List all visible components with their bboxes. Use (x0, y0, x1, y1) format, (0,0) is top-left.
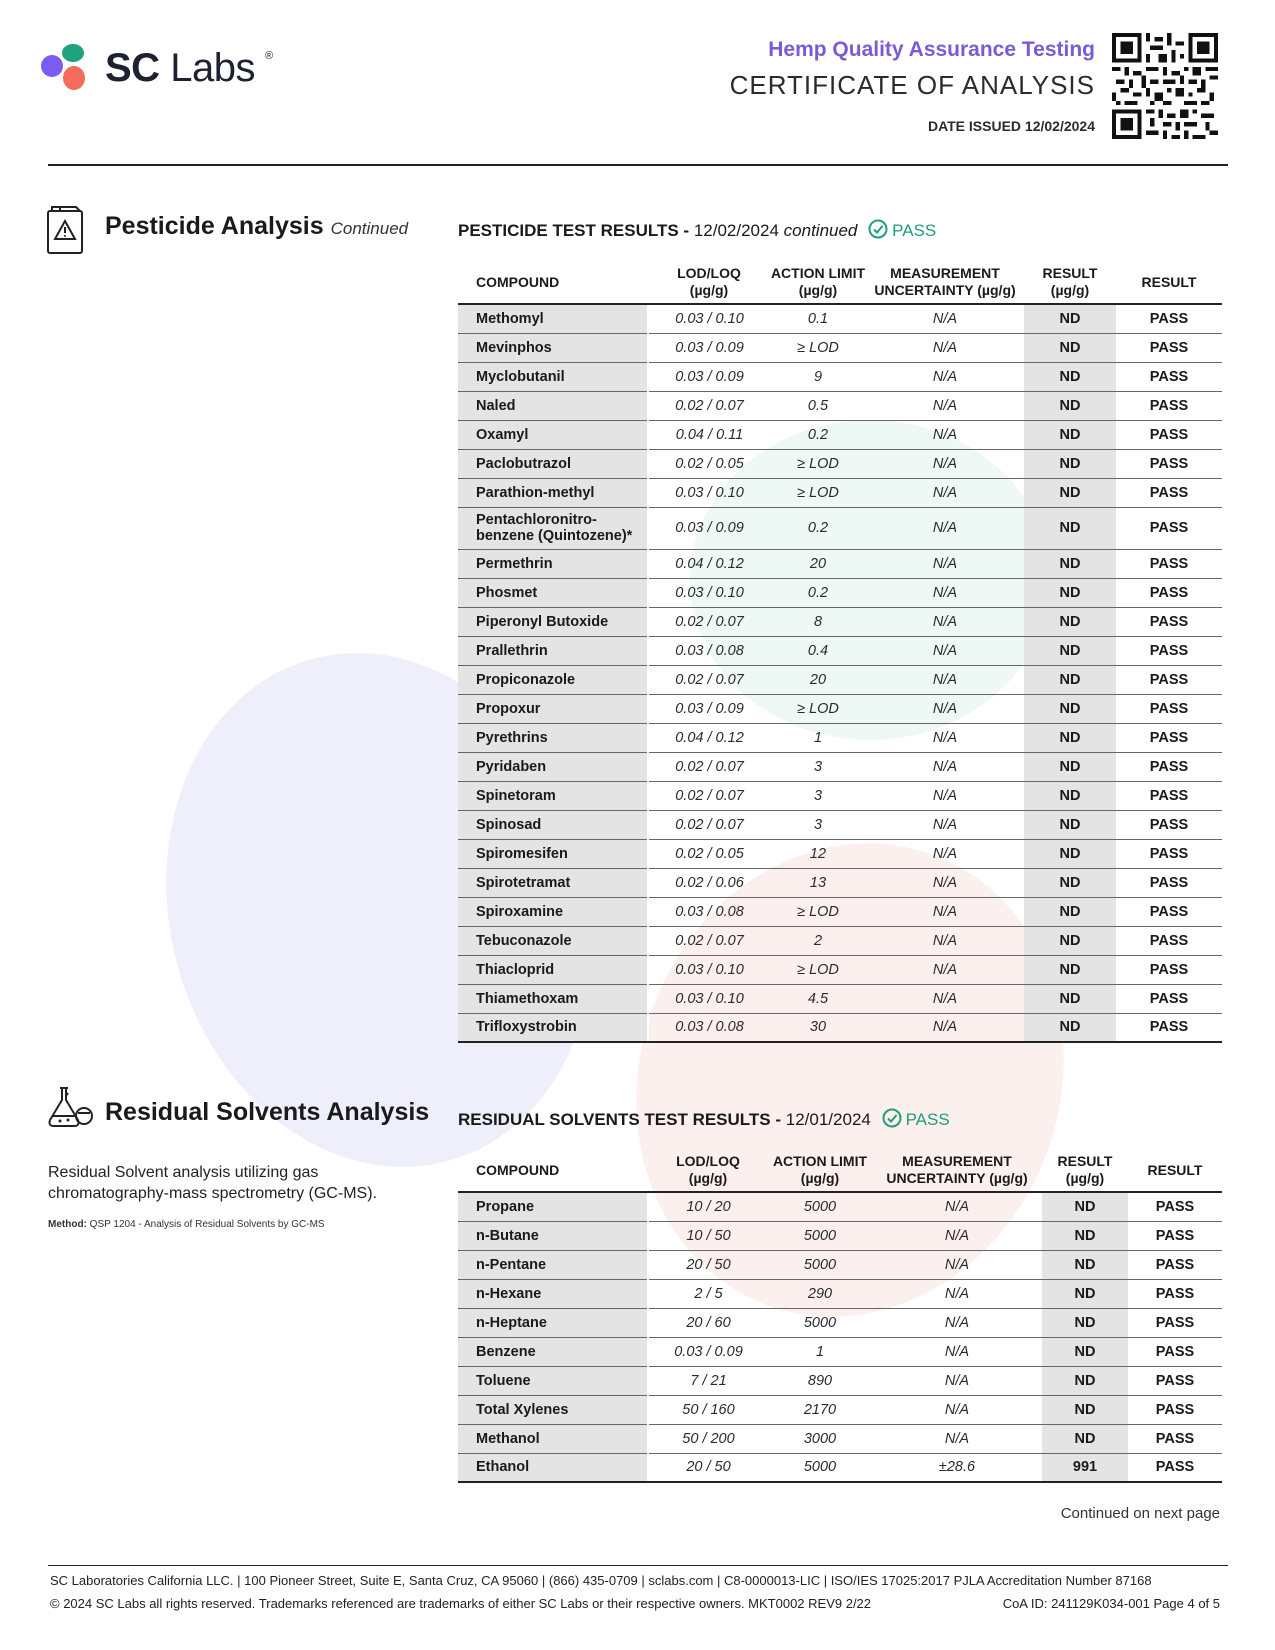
action-limit-cell: 0.5 (770, 391, 866, 420)
result-value-cell: ND (1024, 868, 1116, 897)
action-limit-cell: ≥ LOD (770, 478, 866, 507)
table-row (458, 839, 1222, 868)
uncertainty-cell: N/A (866, 1013, 1024, 1042)
compound-cell: n-Pentane (458, 1250, 648, 1279)
uncertainty-cell: N/A (866, 449, 1024, 478)
lodloq-cell: 0.02 / 0.06 (648, 868, 770, 897)
result-value-cell: ND (1024, 549, 1116, 578)
uncertainty-cell: N/A (866, 507, 1024, 549)
compound-cell: n-Hexane (458, 1279, 648, 1308)
lodloq-cell: 0.02 / 0.07 (648, 752, 770, 781)
result-cell: PASS (1116, 420, 1222, 449)
lodloq-cell: 0.02 / 0.07 (648, 391, 770, 420)
pesticide-results-table (458, 263, 1222, 1043)
compound-cell: Thiamethoxam (458, 984, 648, 1013)
table-row (458, 752, 1222, 781)
compound-cell: Spiroxamine (458, 897, 648, 926)
uncertainty-cell: ±28.6 (872, 1453, 1042, 1482)
lodloq-cell: 10 / 50 (648, 1221, 768, 1250)
result-cell: PASS (1128, 1424, 1222, 1453)
result-cell: PASS (1116, 636, 1222, 665)
table-row (458, 507, 1222, 549)
result-cell: PASS (1128, 1279, 1222, 1308)
result-value-cell: ND (1024, 607, 1116, 636)
uncertainty-cell: N/A (872, 1366, 1042, 1395)
result-value-cell: ND (1024, 333, 1116, 362)
result-cell: PASS (1116, 1013, 1222, 1042)
lodloq-cell: 0.03 / 0.10 (648, 578, 770, 607)
compound-cell: Benzene (458, 1337, 648, 1366)
action-limit-cell: 0.2 (770, 420, 866, 449)
col-result-header: RESULT (1116, 263, 1222, 304)
lodloq-cell: 0.02 / 0.05 (648, 449, 770, 478)
result-value-cell: ND (1024, 897, 1116, 926)
uncertainty-cell: N/A (872, 1221, 1042, 1250)
compound-cell: Methanol (458, 1424, 648, 1453)
action-limit-cell: 13 (770, 868, 866, 897)
table-row (458, 694, 1222, 723)
compound-cell: Spiromesifen (458, 839, 648, 868)
uncertainty-cell: N/A (866, 984, 1024, 1013)
result-cell: PASS (1116, 723, 1222, 752)
action-limit-cell: 290 (768, 1279, 872, 1308)
lodloq-cell: 0.02 / 0.07 (648, 607, 770, 636)
solvents-table-heading: RESIDUAL SOLVENTS TEST RESULTS - 12/01/2024 PASS (458, 1110, 950, 1129)
lodloq-cell: 20 / 50 (648, 1250, 768, 1279)
uncertainty-cell: N/A (872, 1279, 1042, 1308)
uncertainty-cell: N/A (866, 549, 1024, 578)
compound-cell: Permethrin (458, 549, 648, 578)
result-value-cell: ND (1024, 665, 1116, 694)
result-value-cell: ND (1024, 694, 1116, 723)
uncertainty-cell: N/A (872, 1395, 1042, 1424)
action-limit-cell: 5000 (768, 1250, 872, 1279)
lodloq-cell: 0.03 / 0.10 (648, 955, 770, 984)
compound-cell: n-Butane (458, 1221, 648, 1250)
table-header-row (458, 1151, 1222, 1192)
col-result-header: RESULT (1128, 1151, 1222, 1192)
logo-wordmark: SC Labs (105, 46, 255, 90)
pesticide-status-badge: PASS (892, 221, 937, 240)
uncertainty-cell: N/A (872, 1192, 1042, 1221)
solvents-description: Residual Solvent analysis utilizing gas chromatography-mass spectrometry (GC-MS). (48, 1164, 377, 1202)
result-cell: PASS (1128, 1250, 1222, 1279)
result-value-cell: ND (1024, 810, 1116, 839)
compound-cell: Naled (458, 391, 648, 420)
result-cell: PASS (1116, 868, 1222, 897)
result-cell: PASS (1116, 607, 1222, 636)
uncertainty-cell: N/A (866, 304, 1024, 333)
result-cell: PASS (1116, 665, 1222, 694)
result-value-cell: ND (1024, 984, 1116, 1013)
lodloq-cell: 0.03 / 0.09 (648, 1337, 768, 1366)
result-cell: PASS (1116, 304, 1222, 333)
lodloq-cell: 0.04 / 0.12 (648, 723, 770, 752)
action-limit-cell: 0.1 (770, 304, 866, 333)
table-row (458, 955, 1222, 984)
date-issued: DATE ISSUED 12/02/2024 (927, 118, 1095, 134)
lodloq-cell: 0.02 / 0.05 (648, 839, 770, 868)
table-header-row (458, 263, 1222, 304)
result-value-cell: ND (1042, 1337, 1128, 1366)
table-row (458, 810, 1222, 839)
action-limit-cell: 5000 (768, 1221, 872, 1250)
compound-cell: Mevinphos (458, 333, 648, 362)
uncertainty-cell: N/A (866, 955, 1024, 984)
page-header (0, 0, 1275, 170)
result-value-cell: ND (1024, 391, 1116, 420)
action-limit-cell: 4.5 (770, 984, 866, 1013)
col-compound-header: COMPOUND (458, 263, 648, 304)
action-limit-cell: 0.4 (770, 636, 866, 665)
lodloq-cell: 0.03 / 0.09 (648, 507, 770, 549)
compound-cell: Propoxur (458, 694, 648, 723)
table-row (458, 1192, 1222, 1221)
lodloq-cell: 7 / 21 (648, 1366, 768, 1395)
result-cell: PASS (1116, 984, 1222, 1013)
uncertainty-cell: N/A (866, 723, 1024, 752)
result-value-cell: ND (1042, 1395, 1128, 1424)
result-value-cell: ND (1024, 578, 1116, 607)
uncertainty-cell: N/A (866, 636, 1024, 665)
action-limit-cell: 30 (770, 1013, 866, 1042)
action-limit-cell: ≥ LOD (770, 694, 866, 723)
compound-cell: Methomyl (458, 304, 648, 333)
action-limit-cell: 1 (768, 1337, 872, 1366)
table-row (458, 478, 1222, 507)
result-cell: PASS (1116, 897, 1222, 926)
lodloq-cell: 0.03 / 0.08 (648, 636, 770, 665)
lodloq-cell: 0.02 / 0.07 (648, 810, 770, 839)
compound-cell: Myclobutanil (458, 362, 648, 391)
action-limit-cell: ≥ LOD (770, 955, 866, 984)
header-divider (48, 164, 1228, 166)
table-row (458, 897, 1222, 926)
result-cell: PASS (1116, 839, 1222, 868)
result-value-cell: ND (1042, 1424, 1128, 1453)
result-value-cell: ND (1024, 723, 1116, 752)
footer-divider (48, 1565, 1228, 1566)
uncertainty-cell: N/A (866, 781, 1024, 810)
lodloq-cell: 0.03 / 0.09 (648, 333, 770, 362)
uncertainty-cell: N/A (866, 478, 1024, 507)
action-limit-cell: 0.2 (770, 578, 866, 607)
footer-lab-info: SC Laboratories California LLC. | 100 Pioneer Street, Suite E, Santa Cruz, CA 95060 | (866) 435-0709 | sclabs.com | C8-0000013-LIC | ISO/IES 17025:2017 PJLA Accreditation Number 87168 (50, 1573, 1152, 1588)
compound-cell: Piperonyl Butoxide (458, 607, 648, 636)
footer-copyright: © 2024 SC Labs all rights reserved. Trademarks referenced are trademarks of either SC Labs or their respective owners. MKT0002 REV9 2/22 (50, 1596, 872, 1611)
uncertainty-cell: N/A (866, 333, 1024, 362)
pesticide-table-heading: PESTICIDE TEST RESULTS - 12/02/2024 continued PASS (458, 221, 937, 240)
col-uncertainty-header: MEASUREMENT UNCERTAINTY (µg/g) (872, 1151, 1042, 1192)
action-limit-cell: 20 (770, 549, 866, 578)
result-cell: PASS (1128, 1453, 1222, 1482)
table-row (458, 420, 1222, 449)
compound-cell: Pyrethrins (458, 723, 648, 752)
table-row (458, 868, 1222, 897)
compound-cell: Propane (458, 1192, 648, 1221)
col-lodloq-header: LOD/LOQ (µg/g) (648, 1151, 768, 1192)
compound-cell: Spirotetramat (458, 868, 648, 897)
result-cell: PASS (1128, 1221, 1222, 1250)
result-cell: PASS (1128, 1337, 1222, 1366)
compound-cell: Tebuconazole (458, 926, 648, 955)
result-cell: PASS (1128, 1395, 1222, 1424)
result-value-cell: ND (1042, 1308, 1128, 1337)
lodloq-cell: 0.03 / 0.09 (648, 694, 770, 723)
page-title: CERTIFICATE OF ANALYSIS (729, 70, 1095, 100)
result-value-cell: ND (1042, 1250, 1128, 1279)
uncertainty-cell: N/A (866, 926, 1024, 955)
compound-cell: Spinetoram (458, 781, 648, 810)
col-result-value-header: RESULT (µg/g) (1042, 1151, 1128, 1192)
table-row (458, 636, 1222, 665)
action-limit-cell: 5000 (768, 1192, 872, 1221)
lodloq-cell: 0.03 / 0.10 (648, 304, 770, 333)
solvents-method: Method: QSP 1204 - Analysis of Residual Solvents by GC-MS (48, 1219, 325, 1230)
action-limit-cell: 5000 (768, 1453, 872, 1482)
col-compound-header: COMPOUND (458, 1151, 648, 1192)
compound-cell: Parathion-methyl (458, 478, 648, 507)
result-cell: PASS (1116, 694, 1222, 723)
action-limit-cell: 8 (770, 607, 866, 636)
col-result-value-header: RESULT (µg/g) (1024, 263, 1116, 304)
compound-cell: n-Heptane (458, 1308, 648, 1337)
footer-coa-id: CoA ID: 241129K034-001 Page 4 of 5 (1002, 1596, 1220, 1611)
uncertainty-cell: N/A (866, 694, 1024, 723)
result-cell: PASS (1128, 1366, 1222, 1395)
result-cell: PASS (1116, 926, 1222, 955)
result-cell: PASS (1116, 449, 1222, 478)
lodloq-cell: 50 / 160 (648, 1395, 768, 1424)
action-limit-cell: 3 (770, 781, 866, 810)
uncertainty-cell: N/A (866, 752, 1024, 781)
table-row (458, 333, 1222, 362)
action-limit-cell: ≥ LOD (770, 449, 866, 478)
action-limit-cell: 12 (770, 839, 866, 868)
compound-cell: Spinosad (458, 810, 648, 839)
action-limit-cell: 2 (770, 926, 866, 955)
table-row (458, 304, 1222, 333)
result-cell: PASS (1116, 810, 1222, 839)
table-row (458, 1424, 1222, 1453)
result-value-cell: ND (1042, 1366, 1128, 1395)
sc-labs-logo (40, 40, 274, 100)
result-cell: PASS (1116, 549, 1222, 578)
lodloq-cell: 0.03 / 0.08 (648, 1013, 770, 1042)
table-row (458, 449, 1222, 478)
table-row (458, 1013, 1222, 1042)
action-limit-cell: 3 (770, 752, 866, 781)
result-value-cell: ND (1024, 304, 1116, 333)
table-row (458, 1250, 1222, 1279)
solvents-results-table (458, 1151, 1222, 1483)
compound-cell: Propiconazole (458, 665, 648, 694)
result-cell: PASS (1116, 333, 1222, 362)
solvents-status-badge: PASS (905, 1110, 950, 1129)
col-uncertainty-header: MEASUREMENT UNCERTAINTY (µg/g) (866, 263, 1024, 304)
table-row (458, 362, 1222, 391)
lodloq-cell: 0.04 / 0.11 (648, 420, 770, 449)
table-row (458, 1395, 1222, 1424)
table-row (458, 665, 1222, 694)
action-limit-cell: 890 (768, 1366, 872, 1395)
logo-mark-icon (40, 40, 100, 100)
table-row (458, 607, 1222, 636)
table-row (458, 781, 1222, 810)
action-limit-cell: 2170 (768, 1395, 872, 1424)
compound-cell: Trifloxystrobin (458, 1013, 648, 1042)
result-cell: PASS (1128, 1308, 1222, 1337)
table-row (458, 549, 1222, 578)
table-row (458, 1279, 1222, 1308)
uncertainty-cell: N/A (866, 607, 1024, 636)
uncertainty-cell: N/A (866, 810, 1024, 839)
action-limit-cell: 5000 (768, 1308, 872, 1337)
action-limit-cell: ≥ LOD (770, 897, 866, 926)
lodloq-cell: 0.03 / 0.10 (648, 478, 770, 507)
table-row (458, 391, 1222, 420)
uncertainty-cell: N/A (866, 868, 1024, 897)
lodloq-cell: 2 / 5 (648, 1279, 768, 1308)
result-value-cell: ND (1042, 1279, 1128, 1308)
table-row (458, 1453, 1222, 1482)
solvents-section-title: Residual Solvents Analysis (105, 1098, 430, 1126)
result-value-cell: ND (1042, 1192, 1128, 1221)
result-cell: PASS (1116, 478, 1222, 507)
uncertainty-cell: N/A (866, 578, 1024, 607)
result-value-cell: ND (1024, 926, 1116, 955)
lodloq-cell: 0.02 / 0.07 (648, 665, 770, 694)
uncertainty-cell: N/A (866, 420, 1024, 449)
result-value-cell: ND (1024, 636, 1116, 665)
continued-note: Continued on next page (1060, 1505, 1220, 1522)
compound-cell: Prallethrin (458, 636, 648, 665)
uncertainty-cell: N/A (866, 839, 1024, 868)
action-limit-cell: 3000 (768, 1424, 872, 1453)
result-value-cell: ND (1024, 1013, 1116, 1042)
uncertainty-cell: N/A (866, 897, 1024, 926)
lodloq-cell: 0.02 / 0.07 (648, 781, 770, 810)
lodloq-cell: 20 / 60 (648, 1308, 768, 1337)
flask-icon (46, 1086, 94, 1130)
result-value-cell: ND (1024, 362, 1116, 391)
uncertainty-cell: N/A (866, 362, 1024, 391)
result-cell: PASS (1116, 781, 1222, 810)
uncertainty-cell: N/A (872, 1308, 1042, 1337)
qr-code-icon (1112, 33, 1218, 139)
pass-check-icon (882, 1108, 902, 1128)
table-row (458, 984, 1222, 1013)
result-cell: PASS (1116, 955, 1222, 984)
uncertainty-cell: N/A (872, 1250, 1042, 1279)
result-cell: PASS (1116, 391, 1222, 420)
compound-cell: Oxamyl (458, 420, 648, 449)
compound-cell: Toluene (458, 1366, 648, 1395)
compound-cell: Total Xylenes (458, 1395, 648, 1424)
result-value-cell: ND (1024, 449, 1116, 478)
table-row (458, 1366, 1222, 1395)
lodloq-cell: 0.03 / 0.09 (648, 362, 770, 391)
compound-cell: Pyridaben (458, 752, 648, 781)
result-value-cell: ND (1042, 1221, 1128, 1250)
result-value-cell: ND (1024, 955, 1116, 984)
compound-cell: Thiacloprid (458, 955, 648, 984)
logo-registered-mark: ® (265, 50, 274, 62)
compound-cell: Pentachloronitro- benzene (Quintozene)* (458, 507, 648, 549)
compound-cell: Phosmet (458, 578, 648, 607)
result-cell: PASS (1116, 578, 1222, 607)
lodloq-cell: 0.03 / 0.10 (648, 984, 770, 1013)
col-action-limit-header: ACTION LIMIT (µg/g) (768, 1151, 872, 1192)
action-limit-cell: 0.2 (770, 507, 866, 549)
result-value-cell: ND (1024, 478, 1116, 507)
lodloq-cell: 50 / 200 (648, 1424, 768, 1453)
action-limit-cell: 1 (770, 723, 866, 752)
table-row (458, 723, 1222, 752)
action-limit-cell: ≥ LOD (770, 333, 866, 362)
lodloq-cell: 0.04 / 0.12 (648, 549, 770, 578)
result-cell: PASS (1128, 1192, 1222, 1221)
header-subtitle: Hemp Quality Assurance Testing (768, 38, 1095, 61)
pass-check-icon (868, 219, 888, 239)
uncertainty-cell: N/A (872, 1424, 1042, 1453)
table-row (458, 926, 1222, 955)
result-cell: PASS (1116, 507, 1222, 549)
lodloq-cell: 0.03 / 0.08 (648, 897, 770, 926)
table-row (458, 578, 1222, 607)
result-value-cell: ND (1024, 507, 1116, 549)
compound-cell: Paclobutrazol (458, 449, 648, 478)
action-limit-cell: 20 (770, 665, 866, 694)
result-cell: PASS (1116, 362, 1222, 391)
action-limit-cell: 3 (770, 810, 866, 839)
table-row (458, 1308, 1222, 1337)
table-row (458, 1221, 1222, 1250)
col-action-limit-header: ACTION LIMIT (µg/g) (770, 263, 866, 304)
col-lodloq-header: LOD/LOQ (µg/g) (648, 263, 770, 304)
lodloq-cell: 20 / 50 (648, 1453, 768, 1482)
result-cell: PASS (1116, 752, 1222, 781)
result-value-cell: ND (1024, 752, 1116, 781)
uncertainty-cell: N/A (866, 665, 1024, 694)
lodloq-cell: 0.02 / 0.07 (648, 926, 770, 955)
pesticide-bottle-icon (46, 203, 86, 255)
result-value-cell: ND (1024, 781, 1116, 810)
uncertainty-cell: N/A (872, 1337, 1042, 1366)
action-limit-cell: 9 (770, 362, 866, 391)
result-value-cell: ND (1024, 420, 1116, 449)
compound-cell: Ethanol (458, 1453, 648, 1482)
result-value-cell: 991 (1042, 1453, 1128, 1482)
lodloq-cell: 10 / 20 (648, 1192, 768, 1221)
uncertainty-cell: N/A (866, 391, 1024, 420)
pesticide-section-title: Pesticide Analysis Continued (105, 212, 409, 240)
result-value-cell: ND (1024, 839, 1116, 868)
table-row (458, 1337, 1222, 1366)
